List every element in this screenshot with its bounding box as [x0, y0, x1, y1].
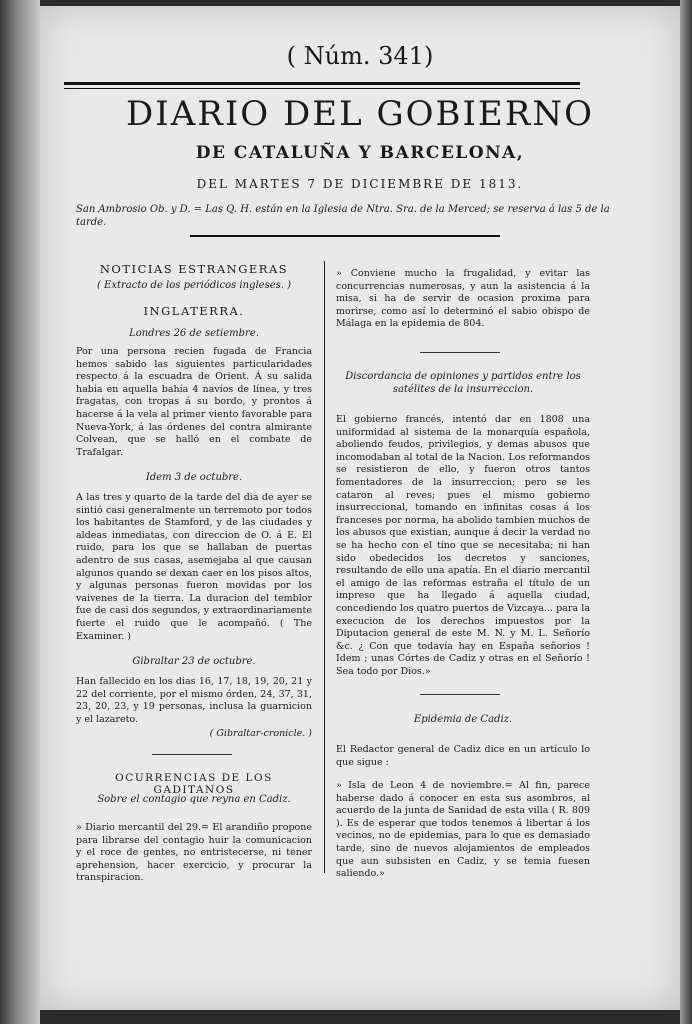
masthead-top-rule-thin	[64, 88, 580, 89]
section-separator	[152, 754, 232, 755]
issue-number: ( Núm. 341)	[286, 42, 434, 70]
section-separator-right	[420, 352, 500, 353]
section-subtitle-extract: ( Extracto de los periódicos ingleses. )	[96, 280, 292, 291]
dateline-october: Idem 3 de octubre.	[145, 472, 243, 483]
paragraph-frugality: » Conviene mucho la frugalidad, y evitar las concurrencias numerosas, y aun la asistencia á la misa, si ha de servir de ocasion proxima para morirse, como así lo determinó el sabio obispo de Málaga en la epidemia de 804.	[336, 268, 590, 330]
newspaper-title: DIARIO DEL GOBIERNO	[126, 94, 594, 134]
religious-notice: San Ambrosio Ob. y D. = Las Q. H. están en la Iglesia de Ntra. Sra. de la Merced; se reserva á las 5 de la tarde.	[76, 204, 610, 228]
paragraph-redactor: El Redactor general de Cadiz dice en un artículo lo que sigue :	[336, 744, 590, 768]
masthead-top-rule	[64, 82, 580, 85]
section-title-discordance: Discordancia de opiniones y partidos entre los satélites de la insurreccion.	[345, 371, 581, 395]
column-divider	[324, 261, 325, 873]
paragraph-diario-mercantil: » Diario mercantil del 29.= El arandiño propone para librarse del contagio huir la comunicacion y el roce de gentes, no entristecerse, ni tener aprehension, hacer exercicio, y procurar la transpiracion.	[76, 822, 312, 884]
source-gibraltar: ( Gibraltar-cronicle. )	[209, 728, 312, 739]
paragraph-earthquake: A las tres y quarto de la tarde del dia de ayer se sintió casi generalmente un terremoto por todos los habitantes de Stamford, y de las ciudades y aldeas inmediatas, con direccion de O. á E. El ruido, para los que se hallaban de puertas adentro de sus casas, asemejaba al que causan algunos quando se dexan caer en los pisos altos, y algunas personas fueron movidas por los vaivenes de la tierra. La duracion del temblor fue de casi dos segundos, y extraordinariamente fuerte el ruido que le acompañó. ( The Examiner. )	[76, 492, 312, 642]
section-title-gaditanos: OCURRENCIAS DE LOS GADITANOS	[115, 772, 273, 796]
paragraph-isla-de-leon: » Isla de Leon 4 de noviembre.= Al fin, parece haberse dado á conocer en esta sus asombros, al acuerdo de la junta de Sanidad de esta villa ( R. 809 ). Es de esperar que todos tenemos á libertar á los vecinos, no de epidemias, para lo que es demasiado tarde, sino de nuevos alojamientos de empleados que aun subsisten en Cadiz, y se temia fuesen saliendo.»	[336, 780, 590, 880]
section-title-foreign-news: NOTICIAS ESTRANGERAS	[99, 262, 289, 276]
section-title-epidemic: Epidemia de Cadiz.	[413, 714, 513, 725]
dateline-london: Londres 26 de setiembre.	[129, 328, 259, 339]
paragraph-gibraltar: Han fallecido en los dias 16, 17, 18, 19, 20, 21 y 22 del corriente, por el mismo órden, 24, 37, 31, 23, 20, 23, y 19 personas, inclusa la guarnicion y el lazareto.	[76, 676, 312, 725]
paragraph-french-government: El gobierno francés, intentó dar en 1808 una uniformidad al sistema de la monarquía española, aboliendo feudos, privilegios, y demas abusos que incomodaban al total de la Nacion. Los reformandos se resistieron de ello, y fueron otros tantos fomentadores de la insurreccion; pero se les cataron al reves; pues el mismo gobierno insurreccional, tomando en infinitas cosas á los franceses por norma, ha abolido tambien muchos de los abusos que existian, aunque á decir la verdad no se ha hecho con el tino que se necesitaba; ni han sido obedecidos los decretos y sanciones, resultando de ello una apatía. En el diario mercantil el amigo de las reformas estraña el título de un impreso que ha llegado á aquella ciudad, concediendo los quatro puertos de Vizcaya... para la execucion de los derechos impuestos por la Diputacion general de este M. N. y M. L. Señorío &c. ¿ Con que todavía hay en España señorios ! Idem ; unas Córtes de Cadiz y otras en el Señorío ! Sea todo por Dios.»	[336, 414, 590, 677]
section-separator-epidemic	[420, 694, 500, 695]
newspaper-subtitle: DE CATALUÑA Y BARCELONA,	[195, 143, 525, 163]
book-spine	[0, 0, 40, 1024]
country-heading: INGLATERRA.	[143, 304, 245, 318]
dateline-gibraltar: Gibraltar 23 de octubre.	[132, 656, 256, 667]
masthead-bottom-rule	[190, 235, 500, 237]
paragraph-london: Por una persona recien fugada de Francia hemos sabido las siguientes particularidades respecto á la escuadra de Orient. Á su salida habia en aquella bahía 4 navíos de línea, y tres fragatas, con tropas á su bordo, y prontos á hacerse á la vela al primer viento favorable para Nueva-York, á las órdenes del contra almirante Colvean, que se halló en el combate de Trafalgar.	[76, 346, 312, 458]
issue-date: DEL MARTES 7 DE DICIEMBRE DE 1813.	[196, 177, 524, 191]
page-edge-shadow	[680, 0, 692, 1024]
newspaper-page	[40, 6, 680, 1010]
section-subtitle-contagion: Sobre el contagio que reyna en Cadiz.	[97, 794, 291, 805]
